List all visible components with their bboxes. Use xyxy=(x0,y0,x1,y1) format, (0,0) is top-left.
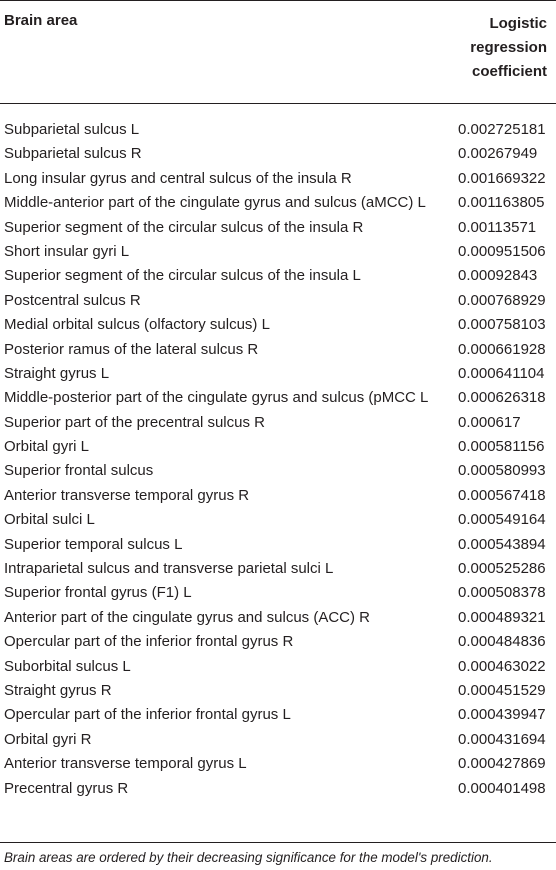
table-row xyxy=(0,606,556,630)
table-row xyxy=(0,728,556,752)
brain-area-cell: Subparietal sulcus R xyxy=(4,145,142,163)
brain-area-cell: Superior part of the precentral sulcus R xyxy=(4,413,265,431)
table-row xyxy=(0,703,556,727)
table-row xyxy=(0,142,556,166)
table-row xyxy=(0,289,556,313)
coefficient-cell: 0.000626318 xyxy=(458,389,546,407)
header-coefficient-line: coefficient xyxy=(471,63,547,80)
table-row xyxy=(0,557,556,581)
table-row xyxy=(0,581,556,605)
coefficient-cell: 0.00092843 xyxy=(458,267,538,285)
brain-area-cell: Anterior transverse temporal gyrus R xyxy=(4,486,250,504)
brain-area-cell: Superior segment of the circular sulcus of the insula L xyxy=(4,267,361,285)
header-coefficient-line: Logistic xyxy=(489,15,547,32)
brain-area-cell: Middle-posterior part of the cingulate gyrus and sulcus (pMCC L xyxy=(4,389,429,407)
table-row xyxy=(0,386,556,410)
header-coefficient xyxy=(427,12,547,84)
coefficient-cell: 0.000641104 xyxy=(458,364,545,382)
brain-area-cell: Superior frontal gyrus (F1) L xyxy=(4,584,192,602)
coefficient-cell: 0.000567418 xyxy=(458,486,546,504)
brain-area-cell: Medial orbital sulcus (olfactory sulcus) L xyxy=(4,316,270,334)
table-row xyxy=(0,679,556,703)
brain-area-cell: Middle-anterior part of the cingulate gyrus and sulcus (aMCC) L xyxy=(4,194,426,212)
brain-area-cell: Straight gyrus L xyxy=(4,364,110,382)
coefficient-cell: 0.000401498 xyxy=(458,779,546,797)
brain-area-cell: Superior temporal sulcus L xyxy=(4,535,183,553)
table-row xyxy=(0,411,556,435)
brain-area-cell: Anterior part of the cingulate gyrus and sulcus (ACC) R xyxy=(4,608,370,626)
coefficient-cell: 0.000431694 xyxy=(458,730,546,748)
brain-area-cell: Precentral gyrus R xyxy=(4,779,129,797)
brain-area-cell: Orbital gyri R xyxy=(4,730,92,748)
coefficient-cell: 0.000463022 xyxy=(458,657,546,675)
table-row xyxy=(0,630,556,654)
coefficient-cell: 0.000617 xyxy=(458,413,521,431)
coefficient-cell: 0.000543894 xyxy=(458,535,546,553)
coefficient-cell: 0.000768929 xyxy=(458,291,546,309)
coefficient-cell: 0.000581156 xyxy=(458,438,545,456)
brain-area-cell: Superior frontal sulcus xyxy=(4,462,154,480)
table-row xyxy=(0,118,556,142)
coefficient-cell: 0.000484836 xyxy=(458,633,546,651)
table-row xyxy=(0,484,556,508)
header-brain-area: Brain area xyxy=(4,12,78,29)
table-bottom-rule xyxy=(0,842,556,843)
brain-area-cell: Posterior ramus of the lateral sulcus R xyxy=(4,340,259,358)
table-top-rule xyxy=(0,0,556,1)
table-row xyxy=(0,752,556,776)
coefficient-cell: 0.000549164 xyxy=(458,511,546,529)
brain-area-cell: Short insular gyri L xyxy=(4,242,130,260)
table-row xyxy=(0,459,556,483)
table-row xyxy=(0,264,556,288)
table-row xyxy=(0,338,556,362)
table-row xyxy=(0,216,556,240)
table-row xyxy=(0,167,556,191)
brain-area-cell: Orbital sulci L xyxy=(4,511,95,529)
table-row xyxy=(0,191,556,215)
table-row xyxy=(0,508,556,532)
brain-area-cell: Long insular gyrus and central sulcus of the insula R xyxy=(4,169,352,187)
coefficient-cell: 0.000951506 xyxy=(458,242,546,260)
coefficient-cell: 0.001163805 xyxy=(458,194,545,212)
coefficient-cell: 0.000439947 xyxy=(458,706,546,724)
coefficient-cell: 0.000758103 xyxy=(458,316,546,334)
brain-area-cell: Opercular part of the inferior frontal gyrus L xyxy=(4,706,291,724)
brain-area-cell: Postcentral sulcus R xyxy=(4,291,141,309)
header-coefficient-line: regression xyxy=(470,39,547,56)
table-row xyxy=(0,777,556,801)
table-row xyxy=(0,362,556,386)
brain-area-cell: Superior segment of the circular sulcus of the insula R xyxy=(4,218,364,236)
brain-area-cell: Opercular part of the inferior frontal gyrus R xyxy=(4,633,294,651)
brain-area-cell: Anterior transverse temporal gyrus L xyxy=(4,755,247,773)
brain-area-cell: Orbital gyri L xyxy=(4,438,90,456)
coefficient-cell: 0.000427869 xyxy=(458,755,546,773)
header-rule xyxy=(0,103,556,104)
coefficient-cell: 0.001669322 xyxy=(458,169,546,187)
table-body xyxy=(0,118,556,801)
coefficient-cell: 0.00113571 xyxy=(458,218,537,236)
brain-area-cell: Straight gyrus R xyxy=(4,681,112,699)
table-row xyxy=(0,533,556,557)
brain-area-cell: Intraparietal sulcus and transverse parietal sulci L xyxy=(4,560,334,578)
table-row xyxy=(0,655,556,679)
coefficient-cell: 0.000508378 xyxy=(458,584,546,602)
brain-area-cell: Suborbital sulcus L xyxy=(4,657,131,675)
table-footnote: Brain areas are ordered by their decreasing significance for the model's prediction. xyxy=(4,850,493,865)
coefficient-cell: 0.000580993 xyxy=(458,462,546,480)
coefficient-cell: 0.000661928 xyxy=(458,340,546,358)
table-row xyxy=(0,435,556,459)
brain-area-cell: Subparietal sulcus L xyxy=(4,121,140,138)
coefficient-cell: 0.00267949 xyxy=(458,145,538,163)
coefficient-cell: 0.000489321 xyxy=(458,608,546,626)
coefficient-cell: 0.002725181 xyxy=(458,121,546,138)
table-row xyxy=(0,240,556,264)
table-row xyxy=(0,313,556,337)
coefficient-cell: 0.000525286 xyxy=(458,560,546,578)
coefficient-cell: 0.000451529 xyxy=(458,681,546,699)
